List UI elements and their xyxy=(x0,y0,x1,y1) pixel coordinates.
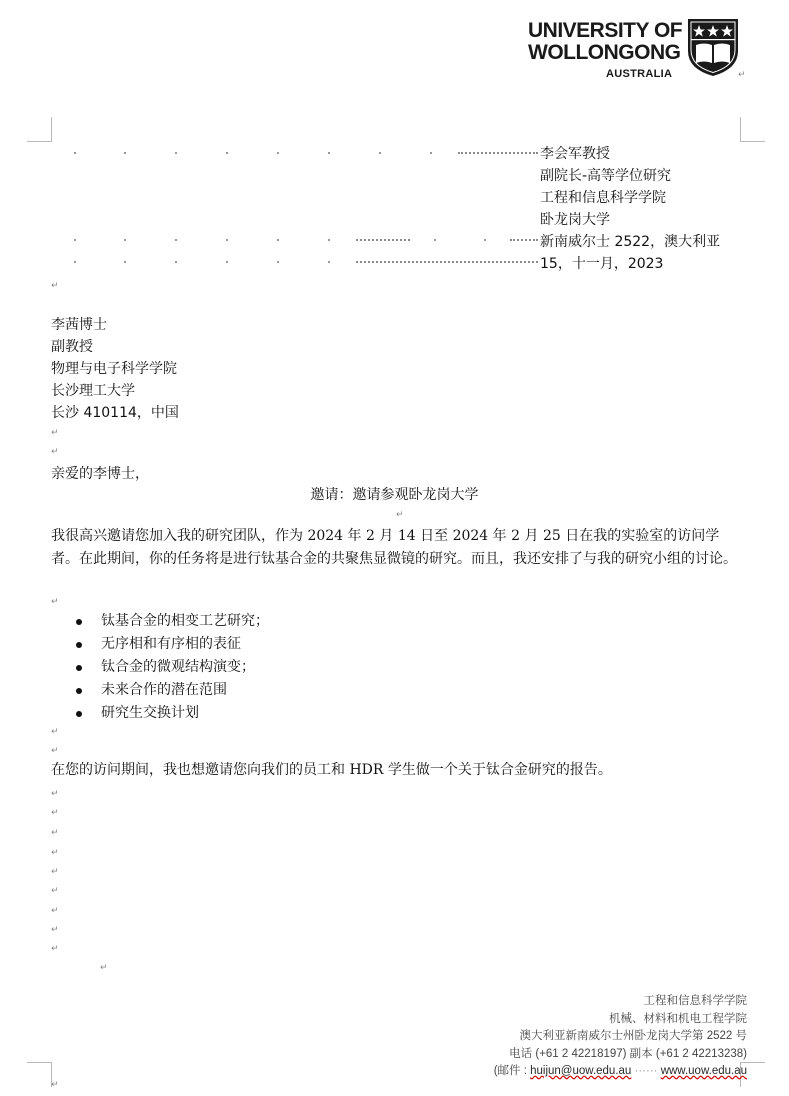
university-crest-icon xyxy=(685,17,741,77)
paragraph-mark: ↵ xyxy=(51,281,59,291)
footer-email-link[interactable]: huijun@uow.edu.au xyxy=(530,1065,632,1077)
list-item: 无序相和有序相的表征 xyxy=(51,634,269,657)
sender-university: 卧龙岗大学 xyxy=(540,212,610,228)
paragraph-mark: ↵ xyxy=(100,963,108,973)
letter-body-paragraph: 我很高兴邀请您加入我的研究团队，作为 2024 年 2 月 14 日至 2024 年 2 月 25 日在我的实验室的访问学者。在此期间，你的任务将是进行钛基合金的共聚焦显微镜的研究。而且，我还安排了与我的研究小组的讨论。 xyxy=(51,528,737,567)
bullet-icon xyxy=(76,642,82,648)
footer-faculty: 工程和信息科学学院 xyxy=(643,995,747,1007)
closing-paragraph: 在您的访问期间，我也想邀请您向我们的员工和 HDR 学生做一个关于钛合金研究的报告。 xyxy=(51,762,612,778)
bullet-icon xyxy=(76,711,82,717)
recipient-address: 长沙 410114，中国 xyxy=(51,405,179,421)
footer-address: 澳大利亚新南威尔士州卧龙岗大学第 2522 号 xyxy=(519,1030,747,1042)
crop-mark-bottom-left xyxy=(27,1062,52,1087)
crop-mark-top-right xyxy=(740,117,765,142)
footer-website-link[interactable]: www.uow.edu.au xyxy=(660,1065,747,1077)
recipient-title: 副教授 xyxy=(51,339,93,355)
paragraph-mark: ↵ xyxy=(51,944,59,954)
paragraph-mark: ↵ xyxy=(51,447,59,457)
paragraph-mark: ↵ xyxy=(51,789,59,799)
footer-email-prefix: (邮件 : xyxy=(493,1065,531,1077)
bullet-icon xyxy=(76,619,82,625)
paragraph-mark: ↵ xyxy=(51,867,59,877)
paragraph-mark: ↵ xyxy=(51,828,59,838)
list-item: 钛合金的微观结构演变； xyxy=(51,657,269,680)
list-item: 钛基合金的相变工艺研究； xyxy=(51,611,269,634)
paragraph-mark: ↵ xyxy=(51,597,59,607)
letterhead-footer xyxy=(494,993,747,1081)
logo-line-2: WOLLONGONG xyxy=(528,41,681,64)
paragraph-mark: ↵ xyxy=(51,925,59,935)
paragraph-mark: ↵ xyxy=(51,1080,59,1090)
tab-leader-row xyxy=(74,152,534,156)
university-logo-text xyxy=(528,19,683,81)
paragraph-mark: ↵ xyxy=(51,746,59,756)
bullet-icon xyxy=(76,665,82,671)
sender-name: 李会军教授 xyxy=(540,146,610,162)
crop-mark-top-left xyxy=(27,117,52,142)
tab-leader-row xyxy=(74,261,534,265)
sender-faculty: 工程和信息科学学院 xyxy=(540,190,666,206)
paragraph-mark: ↵ xyxy=(51,886,59,896)
footer-contact: (邮件 : huijun@uow.edu.au ······ www.uow.edu.au xyxy=(493,1065,747,1077)
paragraph-mark: ↵ xyxy=(51,848,59,858)
tab-leader-row xyxy=(74,239,534,243)
paragraph-mark: ↵ xyxy=(51,808,59,818)
letter-date: 15，十一月，2023 xyxy=(540,256,664,272)
paragraph-mark: ↵ xyxy=(51,906,59,916)
paragraph-mark: ↵ xyxy=(51,727,59,737)
letter-subject: 邀请：邀请参观卧龙岗大学 xyxy=(310,487,479,503)
sender-location: 新南威尔士 2522，澳大利亚 xyxy=(540,234,721,250)
logo-line-1: UNIVERSITY OF xyxy=(528,19,683,42)
visit-topics-list xyxy=(51,611,269,726)
list-item: 未来合作的潜在范围 xyxy=(51,680,269,703)
paragraph-mark: ↵ xyxy=(738,70,746,80)
recipient-school: 物理与电子科学学院 xyxy=(51,361,177,377)
footer-school: 机械、材料和机电工程学院 xyxy=(609,1012,747,1025)
footer-phone: 电话 (+61 2 42218197) 副本 (+61 2 42213238) xyxy=(509,1047,747,1060)
recipient-university: 长沙理工大学 xyxy=(51,383,135,399)
recipient-name: 李茜博士 xyxy=(51,317,107,333)
sender-title: 副院长-高等学位研究 xyxy=(540,168,672,184)
bullet-icon xyxy=(76,688,82,694)
paragraph-mark: ↵ xyxy=(396,510,404,520)
salutation: 亲爱的李博士， xyxy=(51,466,149,482)
list-item: 研究生交换计划 xyxy=(51,703,269,726)
paragraph-mark: ↵ xyxy=(51,428,59,438)
logo-country: AUSTRALIA xyxy=(606,68,673,80)
